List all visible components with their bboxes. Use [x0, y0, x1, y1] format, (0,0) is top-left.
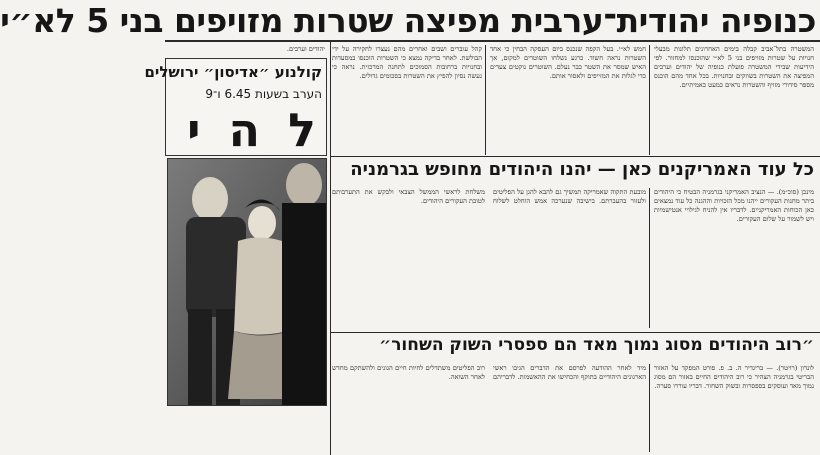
- story3-top-rule: [331, 332, 820, 333]
- ad-top-text: יהודים וערבים.: [286, 45, 325, 53]
- story1-column-right: [654, 45, 814, 153]
- cinema-name: קולנוע ״אדיסון״ ירושלים: [144, 63, 322, 81]
- column-divider: [649, 364, 650, 452]
- story2-column-right: [654, 188, 814, 328]
- story3-headline: ״רוב היהודים מסוג נמוך מאד הם ספסרי השוק השחור״: [379, 335, 814, 355]
- story3-text-right: לונדון (רויטר). — בריגדיר ה. ב. פ. פורט המפקד על האזור הבריטי בגרמניה הצהיר כי רוב היהודים החיים באזור הם מסוג נמוך מאד ועוסקים בספסרות ובשוק השחור. דבריו עוררו סערה.: [654, 364, 814, 391]
- story1-text-right: המשטרה בתל־אביב קבלה בימים האחרונים תלונות מבעלי חנויות על שטרות מזויפים בני 5 לא״י שהוכנסו למחזור. לפי הידיעות שבידי המשטרה פועלת כנופיה של יהודים וערבים המפיצה את השטרות בשווקים ובחנויות. בכל אחד מהם הוכנס מספר סידורי מזויף והשטרות נראים כמעט כאמיתיים.: [654, 45, 815, 90]
- column-divider: [485, 45, 486, 155]
- story1-text-middle: חמש לא״י. בעל הקפה שנכנס ביום העסקה הבחין כי אחד השטרות נראה חשוד. כרגע נשלחו השוטרים למקום, אך האיש שמסר את השטר כבר נעלם. השוטרים נוקטים צעדים כדי לגלות את המזייפים ולאסור אותם.: [490, 45, 646, 81]
- cinema-showtimes: הערב בשעות 6.45 ו־9: [205, 87, 322, 101]
- cinema-film-title: ל ה י: [186, 103, 322, 157]
- main-headline: כנופיה יהודית־ערבית מפיצה שטרות מזויפים בני 5 לא״י: [0, 1, 816, 40]
- story2-text-left: מובעת התקוה שאמריקה תמשיך גם להבא להגן על הפליטים ולעזור בהעברתם. בישיבה שנערכה אמש הוחלט לשלוח משלחת לראשי הממשל הצבאי ולבקש את התערבותם לטובת העקורים היהודים.: [332, 188, 646, 206]
- column-divider: [649, 45, 650, 155]
- story1-column-left: [332, 45, 482, 153]
- story2-column-left: [332, 188, 646, 328]
- story2-top-rule: [331, 156, 820, 157]
- story3-column-left: [332, 364, 646, 452]
- story2-headline: כל עוד האמריקנים כאן — יהנו היהודים מחופש בגרמניה: [350, 159, 814, 180]
- photo-image: [168, 159, 326, 405]
- column-divider: [649, 188, 650, 328]
- ad-top-strip: [167, 45, 325, 57]
- story1-column-middle: [490, 45, 646, 153]
- ad-divider: [330, 42, 331, 455]
- cinema-ad: [144, 58, 327, 157]
- story1-text-left: קהל עוברים ושבים ואחרים מהם נעצרו לחקירה על ידי הבולשת. לאחר בדיקה נמצא כי השטרות הוכנסו במסעדות ובחנויות ברחובות הסמוכים לתחנה המרכזית. נראה כי נעשה נסיון להפיץ את השטרות בסכומים גדולים.: [332, 45, 482, 81]
- story3-column-right: [654, 364, 814, 452]
- film-photo: [167, 158, 327, 406]
- story2-text-right: מינכן (סוכ״מ). — הנציב האמריקני בגרמניה הבטיח כי היהודים ביתר מחנות העקורים ייהנו מכל הזכויות וההגנה כל עוד נמצאים כאן הכוחות האמריקניים. לדבריו אין להניח לגילויי אנטישמיות ויש לשמור על שלום העקורים.: [654, 188, 814, 224]
- headline-rule: [165, 40, 820, 42]
- story3-text-left: מיד לאחר ההודעה לפרסם את הדברים הגיבו ראשי הארגונים היהודיים בתוקף והכחישו את ההאשמות. לדבריהם רוב הפליטים משתדלים לחיות חיים הגונים ולהשתקם מחדש לאחר השואה.: [332, 364, 646, 382]
